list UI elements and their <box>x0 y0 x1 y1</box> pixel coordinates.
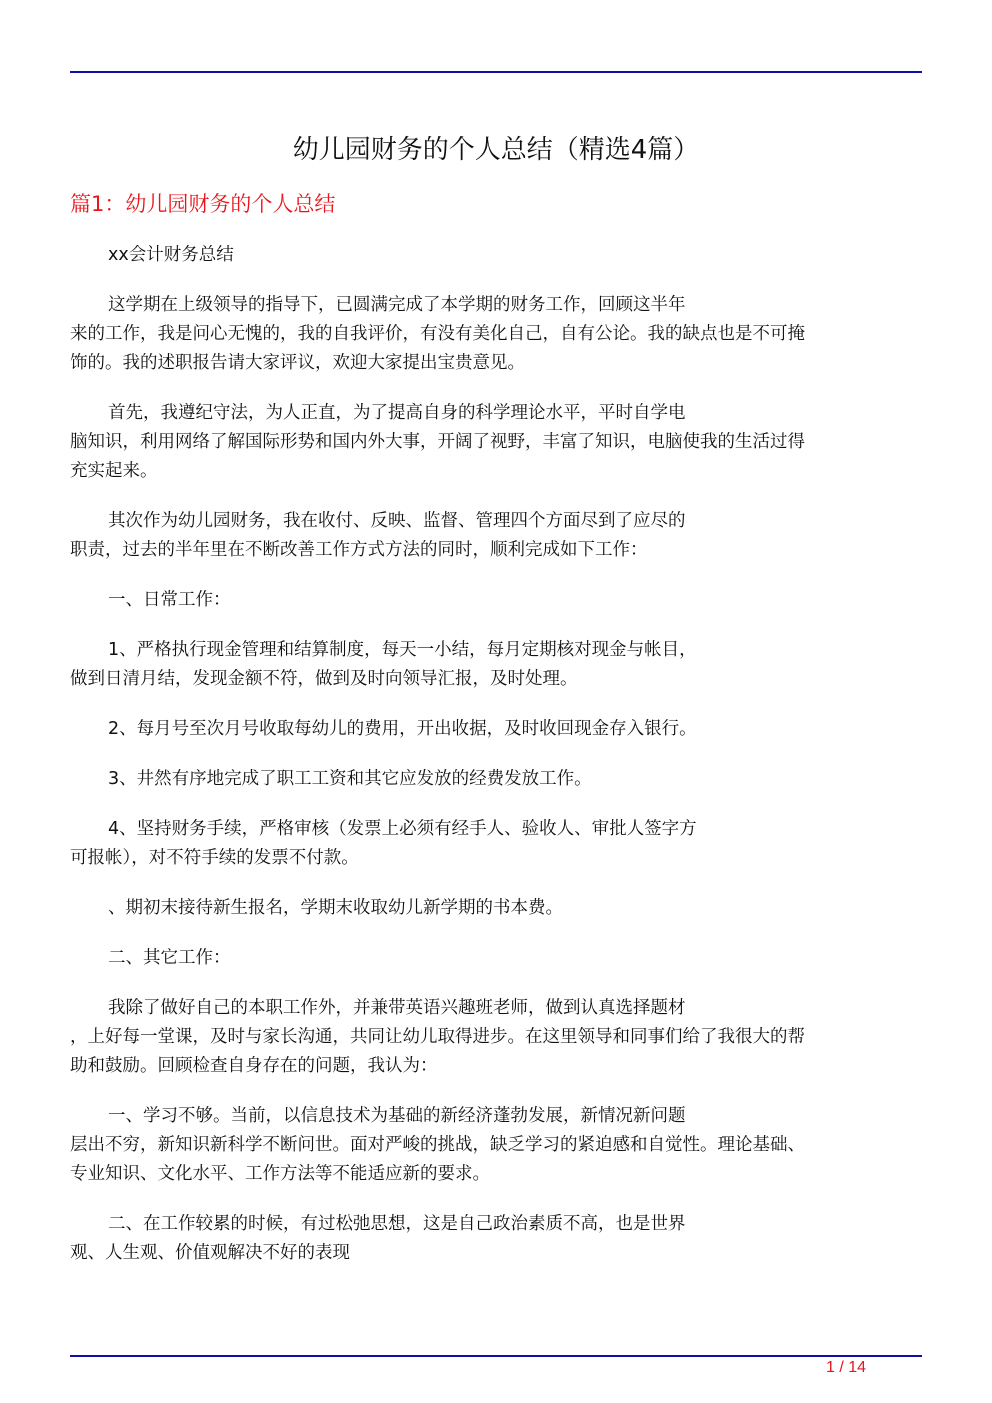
paragraph-line: xx会计财务总结 <box>108 245 234 265</box>
paragraph-line: 首先，我遵纪守法，为人正直，为了提高自身的科学理论水平，平时自学电 <box>108 403 686 423</box>
paragraph-line: 1、严格执行现金管理和结算制度，每天一小结，每月定期核对现金与帐目， <box>108 640 697 660</box>
paragraph-line: 可报帐），对不符手续的发票不付款。 <box>70 848 359 868</box>
paragraph-line: 这学期在上级领导的指导下，已圆满完成了本学期的财务工作，回顾这半年 <box>108 295 686 315</box>
header-rule <box>70 71 922 73</box>
paragraph-line: 层出不穷，新知识新科学不断问世。面对严峻的挑战，缺乏学习的紧迫感和自觉性。理论基础、 <box>70 1135 805 1155</box>
paragraph-line: 专业知识、文化水平、工作方法等不能适应新的要求。 <box>70 1164 490 1184</box>
paragraph-line: 来的工作，我是问心无愧的，我的自我评价，有没有美化自己，自有公论。我的缺点也是不可掩 <box>70 324 805 344</box>
paragraph-line: 一、日常工作： <box>108 590 231 610</box>
paragraph-line: 3、井然有序地完成了职工工资和其它应发放的经费发放工作。 <box>108 769 592 789</box>
paragraph-line: 、期初末接待新生报名，学期末收取幼儿新学期的书本费。 <box>108 898 563 918</box>
paragraph <box>70 994 930 1081</box>
paragraph-line: 二、其它工作： <box>108 948 231 968</box>
paragraph-line: 饰的。我的述职报告请大家评议，欢迎大家提出宝贵意见。 <box>70 353 525 373</box>
paragraph <box>70 241 930 270</box>
paragraph <box>70 715 930 744</box>
paragraph-line: 我除了做好自己的本职工作外，并兼带英语兴趣班老师，做到认真选择题材 <box>108 998 686 1018</box>
paragraph-line: 充实起来。 <box>70 461 158 481</box>
paragraph <box>70 586 930 615</box>
document-body <box>70 241 930 1289</box>
paragraph-line: 2、每月号至次月号收取每幼儿的费用，开出收据，及时收回现金存入银行。 <box>108 719 697 739</box>
paragraph-line: 观、人生观、价值观解决不好的表现 <box>70 1243 350 1263</box>
paragraph <box>70 765 930 794</box>
page-indicator: 1 / 14 <box>826 1359 867 1376</box>
paragraph-line: 4、坚持财务手续，严格审核（发票上必须有经手人、验收人、审批人签字方 <box>108 819 697 839</box>
paragraph <box>70 944 930 973</box>
paragraph <box>70 636 930 694</box>
paragraph-line: 脑知识，利用网络了解国际形势和国内外大事，开阔了视野，丰富了知识，电脑使我的生活过得 <box>70 432 805 452</box>
paragraph <box>70 507 930 565</box>
paragraph <box>70 815 930 873</box>
document-title: 幼儿园财务的个人总结（精选4篇） <box>292 135 700 165</box>
paragraph-line: 助和鼓励。回顾检查自身存在的问题，我认为： <box>70 1056 438 1076</box>
paragraph-line: 其次作为幼儿园财务，我在收付、反映、监督、管理四个方面尽到了应尽的 <box>108 511 686 531</box>
section-heading: 篇1：幼儿园财务的个人总结 <box>70 192 336 216</box>
paragraph-line: 二、在工作较累的时候，有过松弛思想，这是自己政治素质不高，也是世界 <box>108 1214 686 1234</box>
paragraph <box>70 399 930 486</box>
paragraph-line: 职责，过去的半年里在不断改善工作方式方法的同时，顺利完成如下工作： <box>70 540 648 560</box>
paragraph-line: 一、学习不够。当前，以信息技术为基础的新经济蓬勃发展，新情况新问题 <box>108 1106 686 1126</box>
paragraph <box>70 1210 930 1268</box>
footer-rule <box>70 1355 922 1357</box>
paragraph <box>70 1102 930 1189</box>
paragraph <box>70 291 930 378</box>
paragraph-line: 做到日清月结，发现金额不符，做到及时向领导汇报，及时处理。 <box>70 669 578 689</box>
paragraph <box>70 894 930 923</box>
paragraph-line: ，上好每一堂课，及时与家长沟通，共同让幼儿取得进步。在这里领导和同事们给了我很大的帮 <box>70 1027 805 1047</box>
